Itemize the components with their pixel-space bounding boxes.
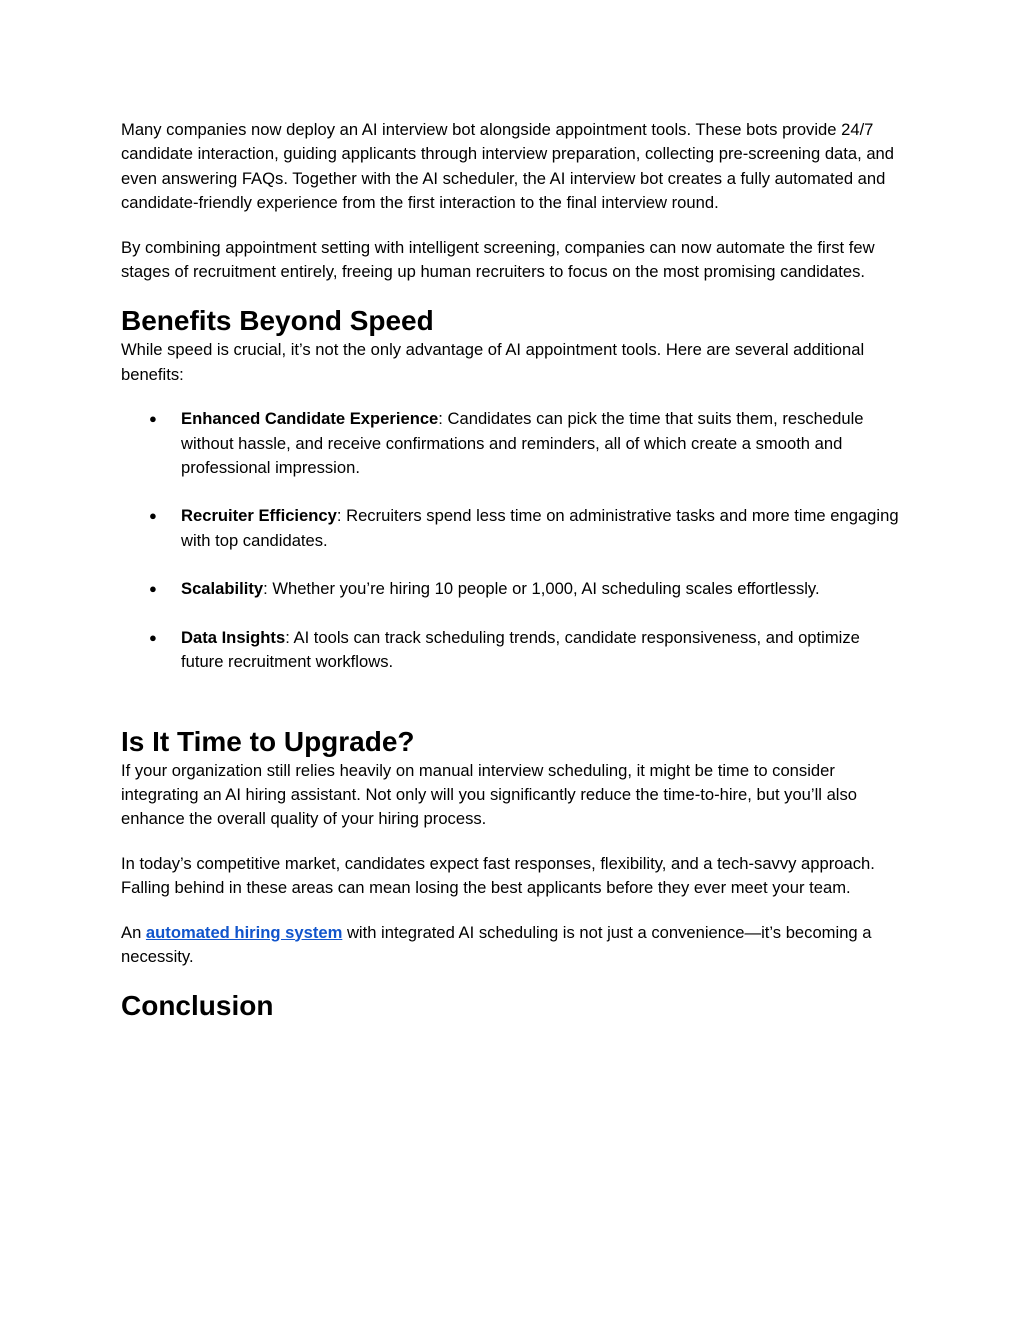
bullet-icon: ●: [149, 581, 157, 597]
upgrade-heading: Is It Time to Upgrade?: [121, 725, 415, 757]
intro-paragraph-1: Many companies now deploy an AI interview bot alongside appointment tools. These bots provide 24/7 candidate interaction, guiding applicants through interview preparation, collecting pre-screening data, and even answering FAQs. Together with the AI scheduler, the AI interview bot creates a fully automated and candidate-friendly experience from the first interaction to the final interview round.: [121, 120, 895, 213]
upgrade-paragraph-2: In today’s competitive market, candidates expect fast responses, flexibility, and a tech-savvy approach. Falling behind in these areas can mean losing the best applicants before they ever meet your team.: [121, 853, 875, 898]
benefit-text: : Whether you’re hiring 10 people or 1,000, AI scheduling scales effortlessly.: [263, 579, 820, 599]
bullet-icon: ●: [149, 629, 157, 645]
upgrade-paragraph-1: If your organization still relies heavily on manual interview scheduling, it might be time to consider integrating an AI hiring assistant. Not only will you significantly reduce the time-to-hire, but you’ll also enhance the overall quality of your hiring process.: [121, 760, 858, 829]
benefits-list: [121, 407, 903, 674]
link-paragraph-before: An: [121, 922, 146, 942]
benefit-text: : Recruiters spend less time on administrative tasks and more time engaging with top candidates.: [181, 506, 899, 550]
link-paragraph-after: with integrated AI scheduling is not just a convenience—it’s becoming a necessity.: [121, 922, 872, 966]
benefit-text: : AI tools can track scheduling trends, candidate responsiveness, and optimize future recruitment workflows.: [181, 627, 860, 672]
benefit-term: Enhanced Candidate Experience: [181, 409, 439, 429]
conclusion-heading: Conclusion: [121, 990, 274, 1022]
benefits-heading: Benefits Beyond Speed: [121, 305, 434, 337]
bullet-icon: ●: [149, 508, 157, 524]
benefits-intro: While speed is crucial, it’s not the only advantage of AI appointment tools. Here are several additional benefits:: [121, 340, 865, 384]
list-item: [121, 626, 903, 675]
benefit-text: : Candidates can pick the time that suits them, reschedule without hassle, and receive confirmations and reminders, all of which create a smooth and professional impression.: [181, 409, 864, 478]
intro-paragraph-2: By combining appointment setting with intelligent screening, companies can now automate the first few stages of recruitment entirely, freeing up human recruiters to focus on the most promising candidates.: [121, 237, 875, 282]
automated-hiring-system-link[interactable]: automated hiring system: [145, 922, 343, 942]
document-page: [121, 118, 903, 1023]
list-item: [121, 577, 903, 601]
benefit-term: Recruiter Efficiency: [181, 506, 337, 526]
list-item: [121, 504, 903, 553]
upgrade-paragraph-3: [121, 921, 903, 970]
bullet-icon: ●: [149, 411, 157, 427]
benefit-term: Scalability: [181, 579, 264, 599]
benefit-term: Data Insights: [181, 627, 286, 647]
list-item: [121, 407, 903, 480]
